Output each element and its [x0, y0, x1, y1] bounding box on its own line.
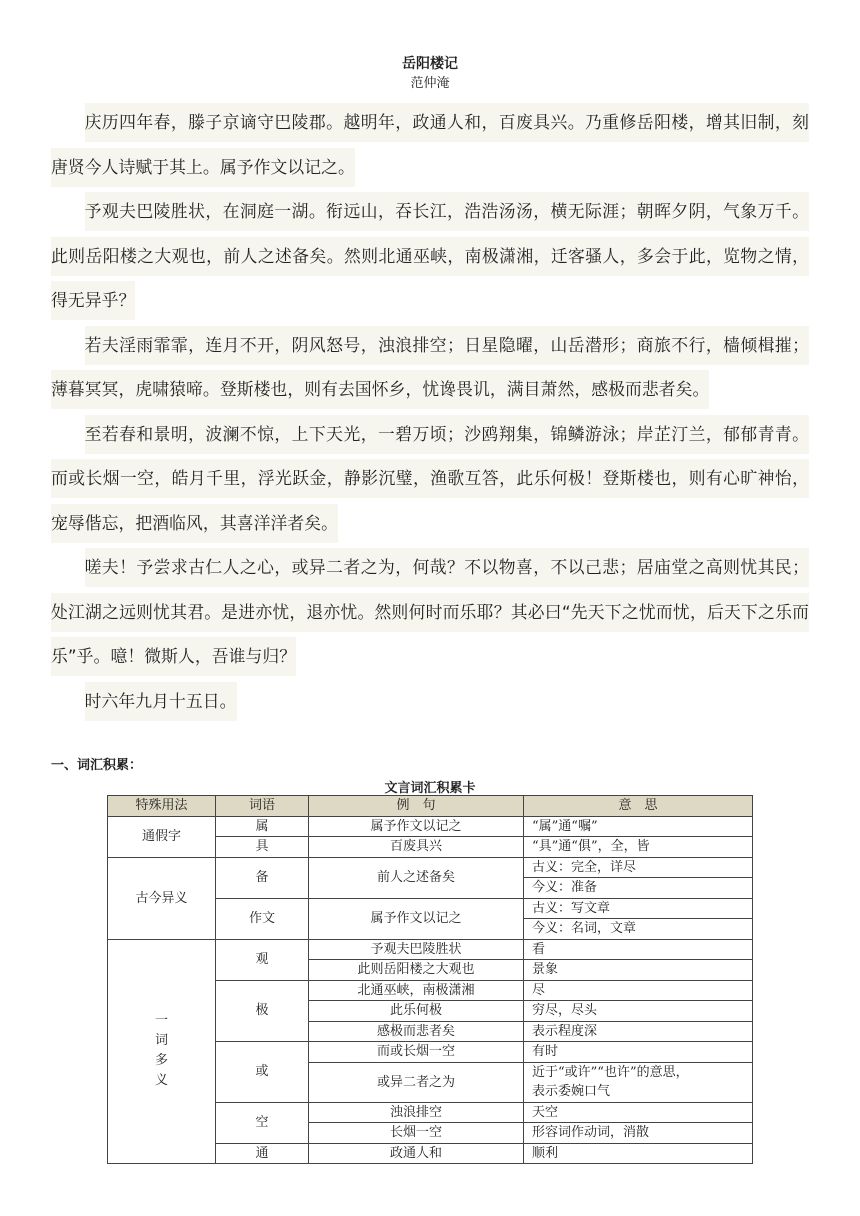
group-label: 古今异义 — [108, 857, 216, 939]
meaning-cell: “具”通“俱”，全，皆 — [524, 837, 753, 858]
group-label-char: 词 — [154, 1033, 168, 1049]
paragraph-text: 予观夫巴陵胜状，在洞庭一湖。衔远山，吞长江，浩浩汤汤，横无际涯；朝晖夕阴，气象万千。此则岳阳楼之大观也，前人之述备矣。然则北通巫峡，南极潇湘，迁客骚人，多会于此，览物之情，得无异乎？ — [51, 192, 809, 320]
essay-paragraph — [51, 679, 809, 724]
section-heading: 一、词汇积累： — [51, 758, 143, 773]
meaning-line: 近于“或许”“也许”的意思， — [532, 1065, 689, 1080]
meaning-cell: 尽 — [524, 980, 753, 1001]
group-label-polysemy — [108, 939, 216, 1164]
word-cell: 具 — [216, 837, 309, 858]
word-cell: 或 — [216, 1042, 309, 1103]
essay-paragraph — [51, 189, 809, 323]
meaning-cell: 有时 — [524, 1042, 753, 1063]
table-row — [108, 939, 753, 960]
example-cell: 长烟一空 — [309, 1123, 524, 1144]
example-cell: 浊浪排空 — [309, 1102, 524, 1123]
meaning-cell: 今义：名词，文章 — [524, 919, 753, 940]
word-cell: 作文 — [216, 898, 309, 939]
header-meaning: 意 思 — [524, 796, 753, 817]
group-label-char: 一 — [154, 1013, 168, 1029]
table-row — [108, 857, 753, 878]
meaning-cell: 看 — [524, 939, 753, 960]
meaning-cell: 古义：完全，详尽 — [524, 857, 753, 878]
word-cell: 通 — [216, 1143, 309, 1164]
essay-paragraph — [51, 323, 809, 412]
essay-body — [51, 100, 809, 723]
example-cell: 政通人和 — [309, 1143, 524, 1164]
paragraph-text: 至若春和景明，波澜不惊，上下天光，一碧万顷；沙鸥翔集，锦鳞游泳；岸芷汀兰，郁郁青青。而或长烟一空，皓月千里，浮光跃金，静影沉璧，渔歌互答，此乐何极！登斯楼也，则有心旷神怡，宠辱偕忘，把酒临风，其喜洋洋者矣。 — [51, 415, 809, 543]
meaning-cell: 天空 — [524, 1102, 753, 1123]
example-cell: 而或长烟一空 — [309, 1042, 524, 1063]
example-cell: 北通巫峡，南极潇湘 — [309, 980, 524, 1001]
table-row — [108, 816, 753, 837]
paragraph-text: 庆历四年春，滕子京谪守巴陵郡。越明年，政通人和，百废具兴。乃重修岳阳楼，增其旧制，刻唐贤今人诗赋于其上。属予作文以记之。 — [51, 103, 809, 187]
vocabulary-table — [107, 795, 753, 1164]
meaning-cell — [524, 1062, 753, 1102]
example-cell: 属予作文以记之 — [309, 816, 524, 837]
meaning-cell: 表示程度深 — [524, 1021, 753, 1042]
group-label: 通假字 — [108, 816, 216, 857]
example-cell: 予观夫巴陵胜状 — [309, 939, 524, 960]
header-example: 例 句 — [309, 796, 524, 817]
example-cell: 前人之述备矣 — [309, 857, 524, 898]
word-cell: 备 — [216, 857, 309, 898]
word-cell: 空 — [216, 1102, 309, 1143]
header-word: 词语 — [216, 796, 309, 817]
example-cell: 属予作文以记之 — [309, 898, 524, 939]
paragraph-text: 若夫淫雨霏霏，连月不开，阴风怒号，浊浪排空；日星隐曜，山岳潜形；商旅不行，樯倾楫摧；薄暮冥冥，虎啸猿啼。登斯楼也，则有去国怀乡，忧谗畏讥，满目萧然，感极而悲者矣。 — [51, 326, 809, 410]
meaning-cell: 形容词作动词，消散 — [524, 1123, 753, 1144]
meaning-cell: 景象 — [524, 960, 753, 981]
table-header-row — [108, 796, 753, 817]
meaning-cell: 古义：写文章 — [524, 898, 753, 919]
word-cell: 极 — [216, 980, 309, 1042]
essay-title: 岳阳楼记 — [402, 56, 458, 72]
example-cell: 此则岳阳楼之大观也 — [309, 960, 524, 981]
paragraph-text: 嗟夫！予尝求古仁人之心，或异二者之为，何哉？不以物喜，不以己悲；居庙堂之高则忧其民；处江湖之远则忧其君。是进亦忧，退亦忧。然则何时而乐耶？其必曰“先天下之忧而忧，后天下之乐而乐”乎。噫！微斯人，吾谁与归？ — [51, 548, 809, 676]
group-label-char: 义 — [154, 1073, 168, 1089]
paragraph-text: 时六年九月十五日。 — [85, 682, 237, 721]
example-cell: 此乐何极 — [309, 1001, 524, 1022]
word-cell: 属 — [216, 816, 309, 837]
meaning-line: 表示委婉口气 — [532, 1084, 611, 1099]
essay-paragraph — [51, 100, 809, 189]
essay-author: 范仲淹 — [410, 76, 450, 91]
card-title: 文言词汇积累卡 — [384, 781, 476, 796]
meaning-cell: “属”通“嘱” — [524, 816, 753, 837]
meaning-cell: 顺利 — [524, 1143, 753, 1164]
example-cell: 感极而悲者矣 — [309, 1021, 524, 1042]
meaning-cell: 今义：准备 — [524, 878, 753, 899]
group-label-char: 多 — [154, 1053, 168, 1069]
essay-paragraph — [51, 412, 809, 546]
essay-paragraph — [51, 545, 809, 679]
meaning-cell: 穷尽，尽头 — [524, 1001, 753, 1022]
example-cell: 或异二者之为 — [309, 1062, 524, 1102]
word-cell: 观 — [216, 939, 309, 980]
header-usage: 特殊用法 — [108, 796, 216, 817]
example-cell: 百废具兴 — [309, 837, 524, 858]
